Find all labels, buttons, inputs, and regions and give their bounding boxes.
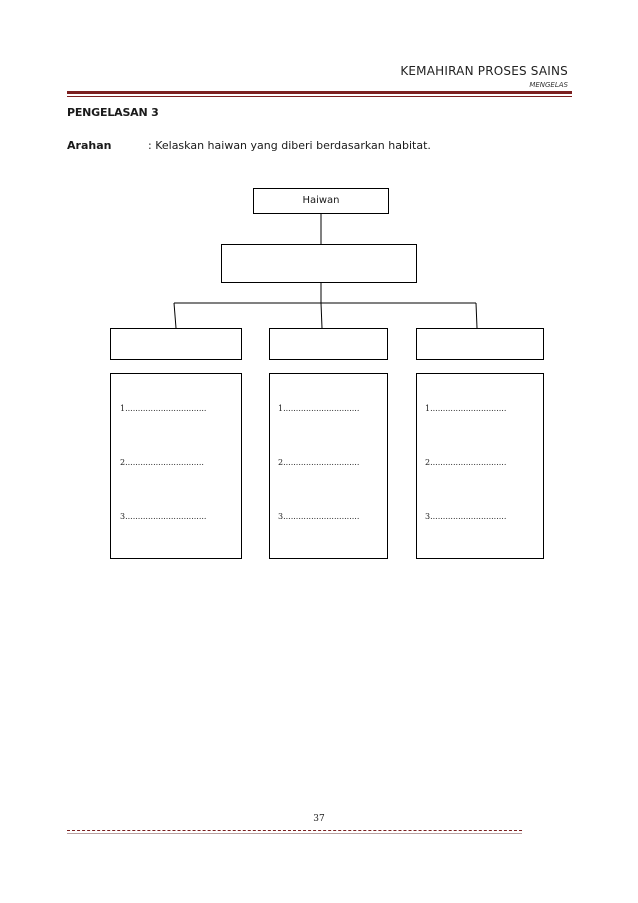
root-node-label: Haiwan (302, 195, 340, 206)
category-box-3 (416, 328, 544, 360)
instruction-label: Arahan (67, 139, 112, 152)
footer-rule-thin (67, 833, 522, 834)
branch-drop-left (174, 303, 176, 328)
answer-entry: 3.............................. (425, 512, 507, 521)
classification-criterion-box (221, 244, 417, 283)
answer-entry: 1.............................. (278, 404, 360, 413)
answer-entry: 3.............................. (278, 512, 360, 521)
branch-drop-center (321, 303, 322, 328)
section-title: PENGELASAN 3 (67, 106, 159, 119)
answer-entry: 1.............................. (425, 404, 507, 413)
root-node-box (253, 188, 389, 214)
answer-entry: 1................................ (120, 404, 207, 413)
running-header-title: KEMAHIRAN PROSES SAINS (400, 64, 568, 78)
answer-entry: 3................................ (120, 512, 207, 521)
answer-entry: 2.............................. (278, 458, 360, 467)
running-header-subtitle: MENGELAS (529, 81, 568, 89)
branch-drop-right (476, 303, 477, 328)
category-box-1 (110, 328, 242, 360)
category-box-2 (269, 328, 388, 360)
instruction-text: : Kelaskan haiwan yang diberi berdasarkan habitat. (148, 139, 431, 152)
page-number: 37 (313, 814, 325, 824)
answer-entry: 2.............................. (425, 458, 507, 467)
footer-rule-dashed (67, 830, 522, 831)
answer-entry: 2............................... (120, 458, 204, 467)
